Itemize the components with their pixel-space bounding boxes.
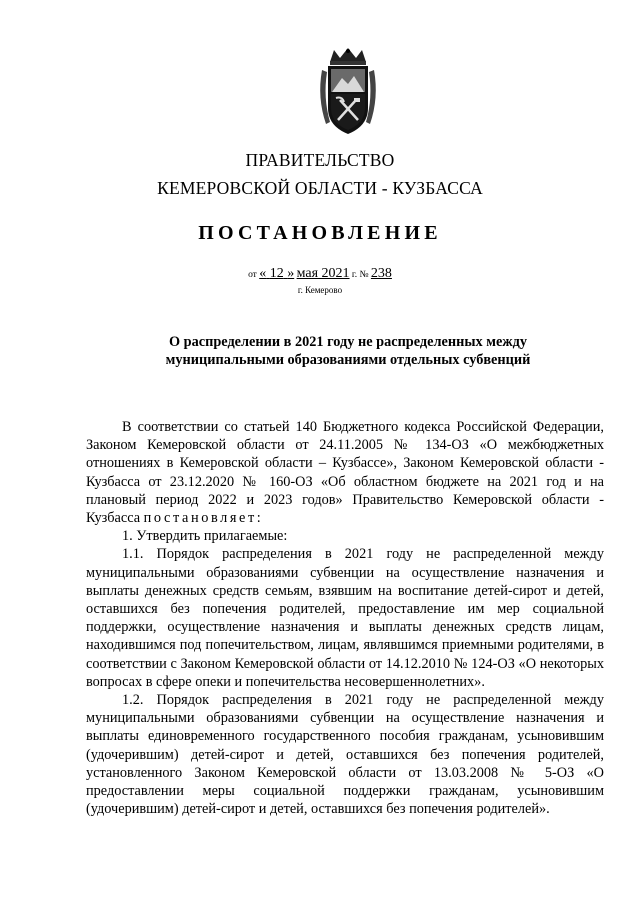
document-date-number — [0, 266, 640, 283]
document-title-line1: О распределении в 2021 году не распределенных между — [168, 334, 528, 350]
document-title-line2: муниципальными образованиями отдельных субвенций — [165, 352, 531, 368]
body-paragraph-1: 1. Утвердить прилагаемые: — [122, 528, 288, 545]
body-paragraph-1-2: 1.2. Порядок распределения в 2021 году не распределенной между муниципальными образованиями субвенции на осуществление назначения и выплаты единовременного государственного пособия гражданам, усыновившим (удочерившим) детей-сирот и детей, оставшихся без попечения родителей, установленного Законом Кемеровской области от 13.03.2008 № 5-ОЗ «О предоставлении меры социальной поддержки гражданам, усыновившим (удочерившим) детей-сирот и детей, оставшихся без попечения родителей». — [86, 692, 604, 818]
number-sign: № — [359, 270, 369, 280]
government-name-line1: ПРАВИТЕЛЬСТВО — [245, 150, 395, 170]
document-body — [86, 418, 604, 818]
date-day-underlined — [259, 266, 294, 281]
date-day: 12 — [269, 266, 284, 281]
document-city: г. Кемерово — [297, 285, 343, 295]
body-paragraph-1-1: 1.1. Порядок распределения в 2021 году не распределенной между муниципальными образованиями субвенции на осуществление назначения и выплаты денежных средств семьям, взявшим на воспитание детей-сирот и детей, оставшихся без попечения родителей, предоставление им мер социальной поддержки, осуществление назначения и выплаты денежных средств лицам, находившимся под попечительством, лицам, являвшимся приемными родителями, в соответствии с Законом Кемеровской области от 14.12.2010 № 124-ОЗ «О некоторых вопросах в сфере опеки и попечительства несовершеннолетних». — [86, 546, 604, 690]
document-number: 238 — [370, 266, 392, 281]
resolves-word: постановляет: — [143, 510, 264, 527]
document-type-title: ПОСТАНОВЛЕНИЕ — [198, 222, 442, 244]
preamble-text: В соответствии со статьей 140 Бюджетного кодекса Российской Федерации, Законом Кемеровской области от 24.11.2005 № 134-ОЗ «О межбюджетных отношениях в Кемеровской области – Кузбассе», Законом Кемеровской области - Кузбасса от 23.12.2020 № 160-ОЗ «Об областном бюджете на 2021 год и на плановый период 2022 и 2023 годов» Правительство Кемеровской области - Кузбасса — [86, 419, 604, 527]
date-year-suffix: г. — [351, 270, 358, 280]
kuzbass-coat-of-arms-icon — [316, 48, 380, 136]
body-paragraph-preamble — [86, 418, 604, 527]
date-prefix: от — [248, 270, 257, 280]
document-title — [100, 333, 596, 369]
date-quote-close: » — [287, 266, 295, 281]
government-name-line2: КЕМЕРОВСКОЙ ОБЛАСТИ - КУЗБАССА — [157, 178, 483, 198]
date-quote-open: « — [259, 266, 267, 281]
date-month-year: мая 2021 — [296, 266, 350, 281]
